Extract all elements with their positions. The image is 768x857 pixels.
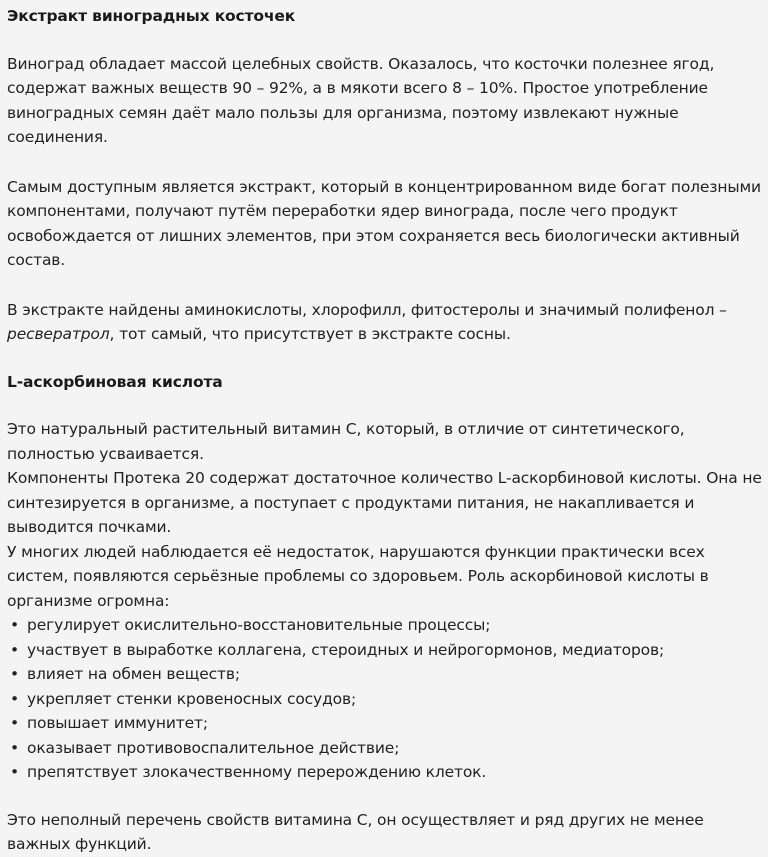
vitamin-c-functions-list: [7, 613, 762, 785]
section-title-grape-extract: Экстракт виноградных косточек: [7, 7, 296, 25]
bullet-icon: •: [10, 714, 19, 732]
list-item-text: оказывает противовоспалительное действие;: [27, 738, 400, 757]
grape-components-text-end: , тот самый, что присутствует в экстракте сосны.: [109, 325, 511, 343]
list-item: [7, 638, 762, 663]
paragraph-grape-intro: Виноград обладает массой целебных свойств. Оказалось, что косточки полезнее ягод, содержат важных веществ 90 – 92%, а в мякоти всего 8 – 10%. Простое употребление виноградных семян даёт мало пользы для организма, поэтому извлекают нужные соединения.: [7, 54, 715, 146]
bullet-icon: •: [10, 616, 19, 634]
list-item-text: повышает иммунитет;: [27, 714, 208, 732]
list-item-text: укрепляет стенки кровеносных сосудов;: [27, 689, 357, 708]
paragraph-conclusion: Это неполный перечень свойств витамина С, он осуществляет и ряд других не менее важных функций.: [7, 810, 704, 853]
section-title-ascorbic-acid: L-аскорбиновая кислота: [7, 372, 223, 391]
list-item: [7, 687, 762, 712]
list-item-text: регулирует окислительно-восстановительные процессы;: [27, 616, 491, 634]
bullet-icon: •: [10, 763, 19, 781]
paragraph-proteka-components: Компоненты Протека 20 содержат достаточное количество L-аскорбиновой кислоты. Она не синтезируется в организме, а поступает с продуктами питания, не накапливается и выводится почками.: [7, 469, 762, 536]
resveratrol-term: ресвератрол: [7, 325, 110, 343]
paragraph-grape-components: [7, 298, 762, 347]
list-item: [7, 613, 762, 638]
bullet-icon: •: [10, 738, 19, 757]
paragraph-deficiency: У многих людей наблюдается её недостаток, нарушаются функции практически всех систем, появляются серьёзные проблемы со здоровьем. Роль аскорбиновой кислоты в организме огромна:: [7, 542, 709, 610]
bullet-icon: •: [10, 665, 19, 683]
paragraph-grape-extract: Самым доступным является экстракт, который в концентрированном виде богат полезными компонентами, получают путём переработки ядер винограда, после чего продукт освобождается от лишних элементов, при этом сохраняется весь биологически активный состав.: [7, 177, 761, 269]
list-item: [7, 662, 762, 687]
grape-components-text: В экстракте найдены аминокислоты, хлорофилл, фитостеролы и значимый полифенол –: [7, 300, 727, 319]
list-item-text: влияет на обмен веществ;: [27, 665, 240, 683]
list-item-text: участвует в выработке коллагена, стероидных и нейрогормонов, медиаторов;: [27, 640, 665, 659]
paragraph-vitamin-c-intro: Это натуральный растительный витамин С, который, в отличие от синтетического, полностью усваивается.: [7, 420, 685, 463]
list-item: [7, 736, 762, 761]
list-item: [7, 760, 762, 785]
bullet-icon: •: [10, 689, 19, 708]
bullet-icon: •: [10, 640, 19, 659]
list-item-text: препятствует злокачественному перерождению клеток.: [27, 763, 487, 781]
list-item: [7, 711, 762, 736]
